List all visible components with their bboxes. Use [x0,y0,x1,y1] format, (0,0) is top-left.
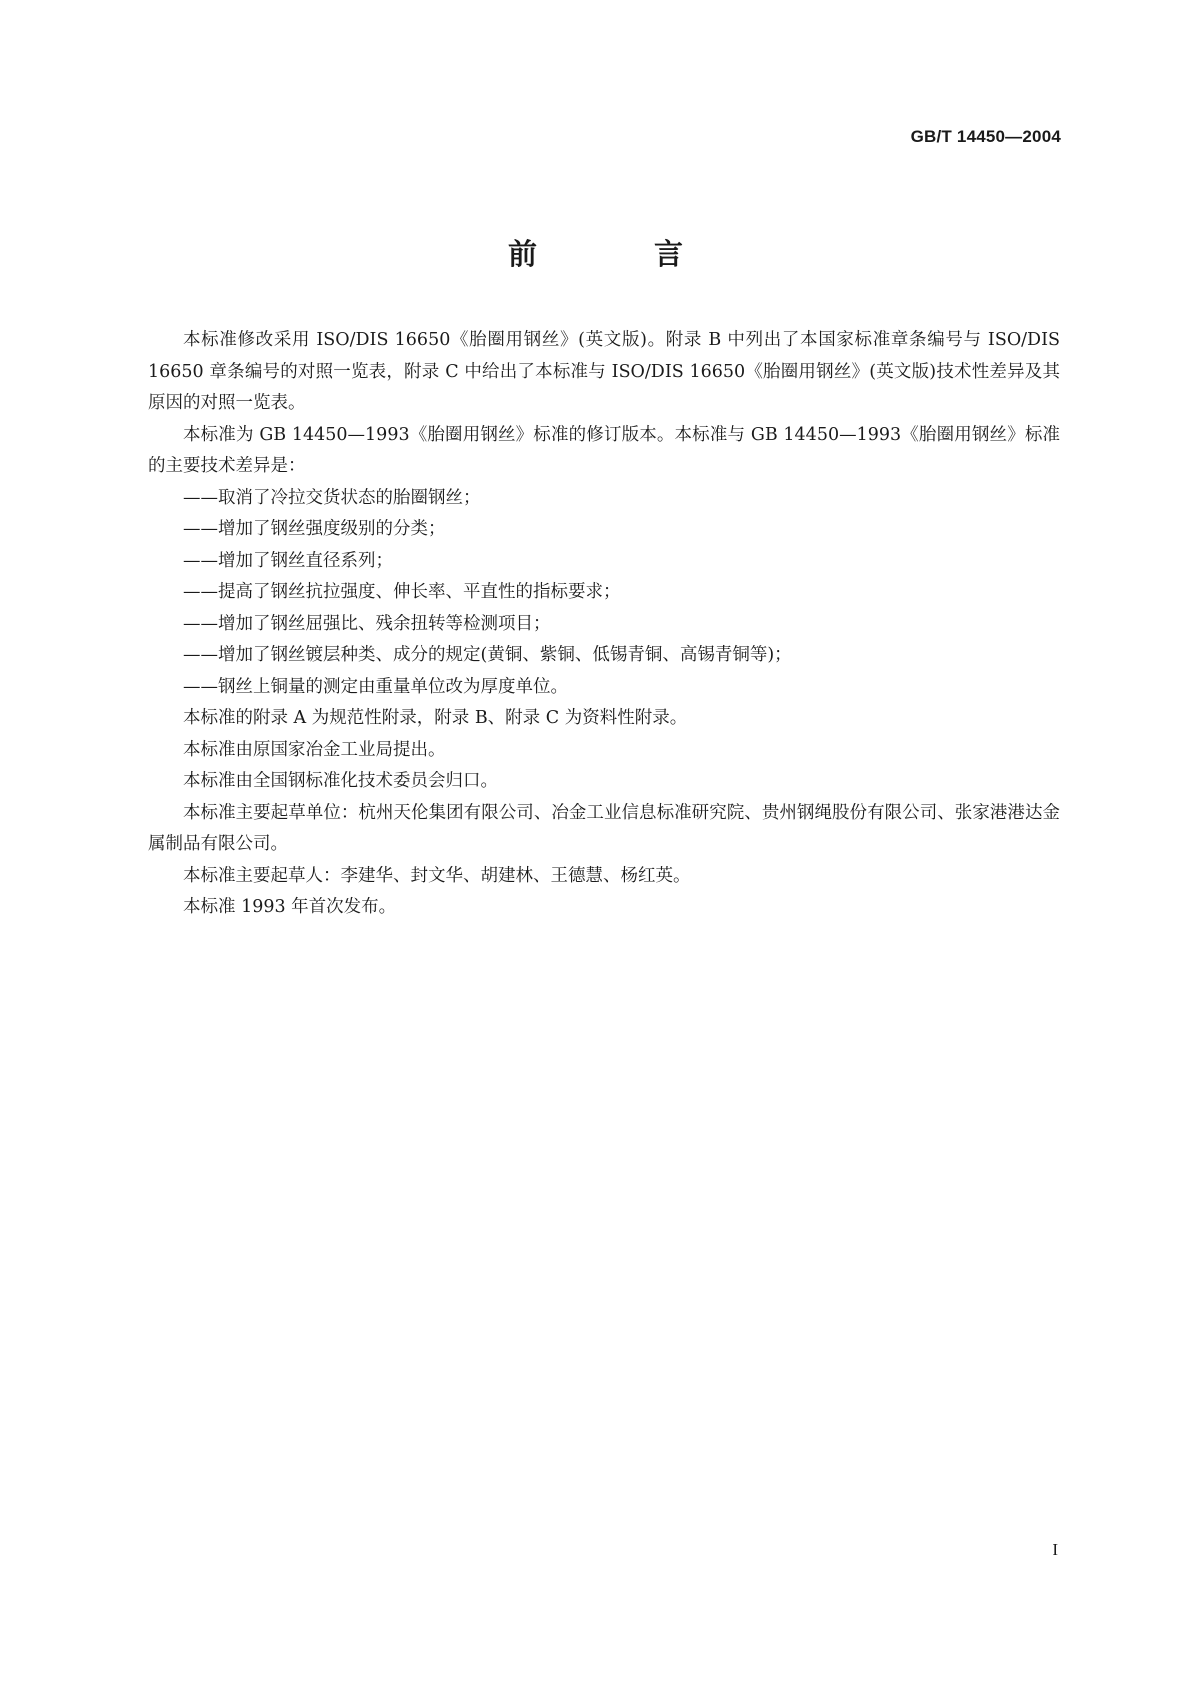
paragraph-committee: 本标准由全国钢标准化技术委员会归口。 [183,771,498,791]
difference-item: ——取消了冷拉交货状态的胎圈钢丝； [183,487,481,508]
standard-code: GB/T 14450—2004 [910,127,1061,146]
difference-item: ——提高了钢丝抗拉强度、伸长率、平直性的指标要求； [183,582,621,602]
foreword-body [148,325,1060,924]
paragraph-adoption: 本标准修改采用 ISO/DIS 16650《胎圈用钢丝》(英文版)。附录 B 中列出了本国家标准章条编号与 ISO/DIS 16650 章条编号的对照一览表，附录 C 中给出了本标准与 ISO/DIS 16650《胎圈用钢丝》(英文版)技术性差异及其原因的对照一览表。 [148,330,1060,413]
difference-item: ——增加了钢丝镀层种类、成分的规定(黄铜、紫铜、低锡青铜、高锡青铜等)； [183,645,792,665]
paragraph-first-issue: 本标准 1993 年首次发布。 [183,897,397,917]
paragraph-proposer: 本标准由原国家冶金工业局提出。 [183,739,446,760]
page-number: I [1052,1540,1058,1559]
paragraph-annexes: 本标准的附录 A 为规范性附录，附录 B、附录 C 为资料性附录。 [183,708,688,728]
paragraph-drafters: 本标准主要起草人：李建华、封文华、胡建林、王德慧、杨红英。 [183,865,691,886]
page-title: 前 言 [507,237,727,271]
paragraph-drafting-units: 本标准主要起草单位：杭州天伦集团有限公司、冶金工业信息标准研究院、贵州钢绳股份有限公司、张家港港达金属制品有限公司。 [148,802,1060,854]
difference-item: ——增加了钢丝直径系列； [183,550,393,571]
difference-item: ——增加了钢丝强度级别的分类； [183,519,446,539]
paragraph-revision: 本标准为 GB 14450—1993《胎圈用钢丝》标准的修订版本。本标准与 GB 14450—1993《胎圈用钢丝》标准的主要技术差异是： [148,424,1060,476]
difference-item: ——钢丝上铜量的测定由重量单位改为厚度单位。 [183,676,568,697]
difference-item: ——增加了钢丝屈强比、残余扭转等检测项目； [183,613,551,634]
